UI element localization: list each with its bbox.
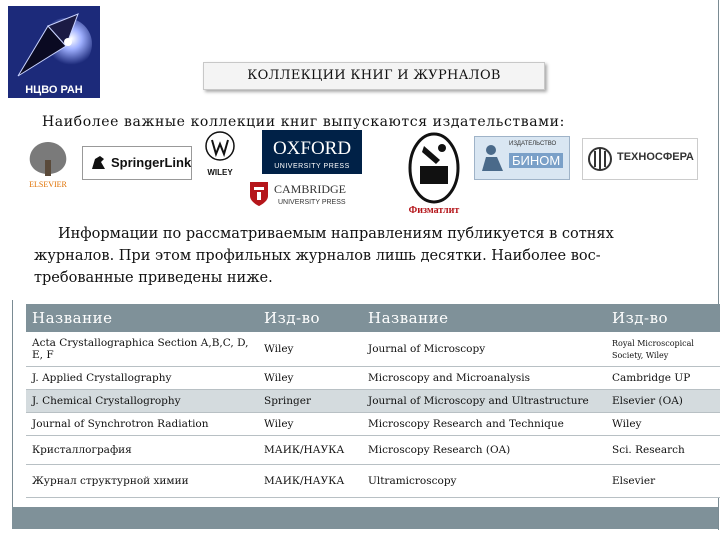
elsevier-label: ELSEVIER	[29, 180, 67, 189]
journal-title: Microscopy Research (OA)	[362, 436, 606, 465]
ncvo-logo	[8, 6, 100, 98]
journal-title: Journal of Microscopy and Ultrastructure	[362, 390, 606, 413]
journal-publisher: Royal Microscopical Society, Wiley	[612, 339, 694, 360]
header-title-2: Название	[362, 304, 606, 332]
info-paragraph-text: Информации по рассматриваемым направлениям публикуется в сотнях журналов. При этом профильных журналов лишь десятки. Наиболее вос- требованные приведены ниже.	[34, 226, 614, 286]
cambridge-logo	[248, 180, 364, 208]
frame-left-line	[12, 300, 13, 510]
technosphera-label: ТЕХНОСФЕРА	[617, 151, 694, 163]
journal-title: Ultramicroscopy	[362, 465, 606, 498]
binom-logo	[474, 136, 570, 180]
header-publisher-2: Изд-во	[606, 304, 720, 332]
journal-publisher: Wiley	[258, 413, 362, 436]
oxford-logo	[262, 130, 362, 174]
header-publisher-1: Изд-во	[258, 304, 362, 332]
table-row	[26, 367, 720, 390]
journal-publisher-cell	[606, 332, 720, 367]
oxford-label: OXFORD	[272, 138, 352, 159]
bottom-bar	[12, 507, 718, 529]
fizmatlit-logo	[394, 130, 474, 216]
cambridge-label: CAMBRIDGE	[274, 182, 347, 196]
journals-table	[26, 304, 720, 498]
wiley-logo	[200, 128, 240, 180]
journal-publisher: Elsevier (OA)	[606, 390, 720, 413]
fizmatlit-label: Физматлит	[408, 205, 460, 216]
journal-title: J. Applied Crystallography	[26, 367, 258, 390]
header-title-1: Название	[26, 304, 258, 332]
cambridge-sub-label: UNIVERSITY PRESS	[278, 199, 346, 206]
journal-title: Journal of Microscopy	[362, 332, 606, 367]
table-row	[26, 465, 720, 498]
springer-logo	[82, 146, 192, 180]
journal-publisher: Wiley	[258, 332, 362, 367]
journal-title: J. Chemical Crystallogrophy	[26, 390, 258, 413]
table-row	[26, 413, 720, 436]
logo-label: НЦВО РАН	[25, 84, 83, 96]
journal-publisher: Sci. Research	[606, 436, 720, 465]
journal-publisher: Elsevier	[606, 465, 720, 498]
binom-figure-icon	[479, 143, 505, 173]
journal-title: Кристаллография	[26, 436, 258, 465]
springer-label: SpringerLink	[111, 155, 192, 170]
journal-publisher: МАИК/НАУКА	[258, 465, 362, 498]
journal-publisher: Wiley	[606, 413, 720, 436]
journal-title: Journal of Synchrotron Radiation	[26, 413, 258, 436]
journal-title: Microscopy Research and Technique	[362, 413, 606, 436]
table-header-row	[26, 304, 720, 332]
table-row	[26, 390, 720, 413]
intro-text: Наиболее важные коллекции книг выпускаются издательствами:	[42, 114, 565, 130]
info-paragraph	[34, 223, 684, 289]
wiley-label: WILEY	[207, 168, 233, 177]
springer-horse-icon	[89, 153, 109, 173]
binom-small-label: ИЗДАТЕЛЬСТВО	[509, 141, 557, 147]
journal-publisher: Springer	[258, 390, 362, 413]
journal-publisher: Cambridge UP	[606, 367, 720, 390]
journal-publisher: МАИК/НАУКА	[258, 436, 362, 465]
journal-title: Acta Crystallographica Section A,B,C, D, E, F	[26, 332, 258, 367]
journal-title: Microscopy and Microanalysis	[362, 367, 606, 390]
technosphera-logo	[582, 138, 698, 180]
elsevier-logo	[22, 134, 74, 190]
technosphera-globe-icon	[587, 146, 613, 172]
journal-publisher: Wiley	[258, 367, 362, 390]
table-row	[26, 332, 720, 367]
journal-title: Журнал структурной химии	[26, 465, 258, 498]
page-title: КОЛЛЕКЦИИ КНИГ И ЖУРНАЛОВ	[203, 62, 545, 90]
binom-label: БИНОМ	[509, 153, 563, 168]
table-row	[26, 436, 720, 465]
oxford-sub-label: UNIVERSITY PRESS	[274, 163, 350, 170]
